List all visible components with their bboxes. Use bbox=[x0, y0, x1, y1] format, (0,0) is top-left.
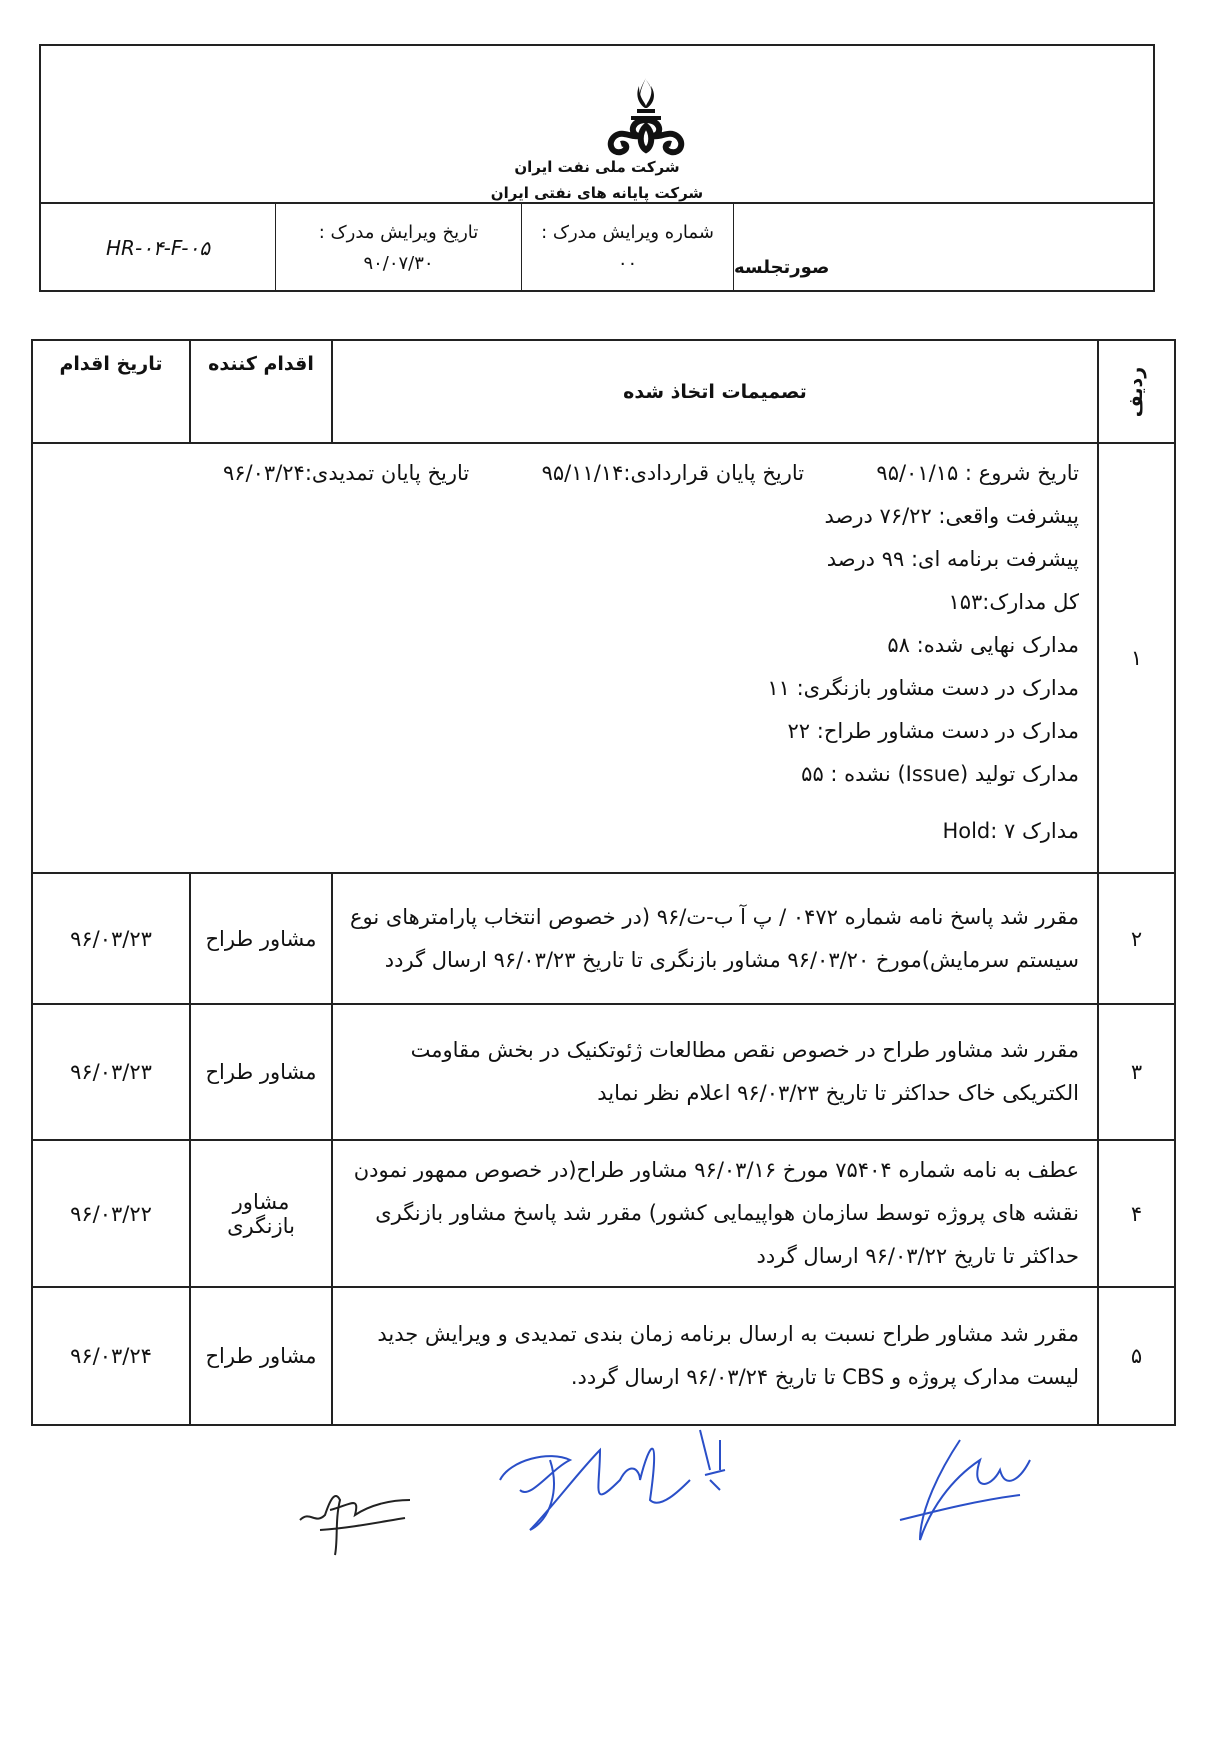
company-name-nioc: شرکت ملی نفت ایران bbox=[514, 158, 680, 176]
company-name-terminals: شرکت پایانه های نفتی ایران bbox=[490, 184, 704, 202]
docs-not-issued: مدارک تولید (Issue) نشده : ۵۵ bbox=[801, 762, 1079, 786]
revision-number-cell bbox=[521, 204, 733, 292]
actor: مشاور بازنگری bbox=[190, 1140, 332, 1287]
actor: مشاور طراح bbox=[190, 1004, 332, 1140]
form-code: HR-۰۴-F-۰۵ bbox=[106, 236, 210, 260]
total-documents: کل مدارک:۱۵۳ bbox=[948, 590, 1079, 614]
decision-text: عطف به نامه شماره ۷۵۴۰۴ مورخ ۹۶/۰۳/۱۶ مشاور طراح(در خصوص ممهور نمودن نقشه های پروژه توسط سازمان هواپیمایی کشور) مقرر شد پاسخ مشاور بازنگری حداکثر تا تاریخ ۹۶/۰۳/۲۲ ارسال گردد bbox=[332, 1140, 1098, 1287]
finalized-documents: مدارک نهایی شده: ۵۸ bbox=[887, 633, 1079, 657]
signature-right bbox=[880, 1430, 1050, 1560]
table-row bbox=[32, 1140, 1175, 1287]
docs-on-hold: مدارک Hold: ۷ bbox=[942, 819, 1079, 843]
actor: مشاور طراح bbox=[190, 1287, 332, 1425]
decision-text: مقرر شد مشاور طراح در خصوص نقص مطالعات ژئوتکنیک در بخش مقاومت الکتریکی خاک حداکثر تا تاریخ ۹۶/۰۳/۲۳ اعلام نظر نماید bbox=[332, 1004, 1098, 1140]
row-number: ۳ bbox=[1098, 1004, 1175, 1140]
signature-left bbox=[290, 1460, 430, 1560]
column-header-action-date: تاریخ اقدام bbox=[32, 340, 190, 443]
revision-number-value: ۰۰ bbox=[617, 253, 638, 274]
action-date: ۹۶/۰۳/۲۲ bbox=[32, 1140, 190, 1287]
revision-number-label: شماره ویرایش مدرک : bbox=[541, 222, 714, 243]
table-row bbox=[32, 1287, 1175, 1425]
revision-date-cell bbox=[275, 204, 521, 292]
project-dates bbox=[43, 452, 1079, 495]
document-type: صورتجلسه bbox=[733, 204, 1153, 292]
document-header bbox=[39, 44, 1155, 292]
column-header-row-number: ردیف bbox=[1098, 340, 1175, 443]
docs-with-design-consultant: مدارک در دست مشاور طراح: ۲۲ bbox=[787, 719, 1079, 743]
table-row bbox=[32, 873, 1175, 1004]
contract-end-date: تاریخ پایان قراردادی:۹۵/۱۱/۱۴ bbox=[541, 461, 805, 485]
actor: مشاور طراح bbox=[190, 873, 332, 1004]
revision-date-label: تاریخ ویرایش مدرک : bbox=[318, 222, 479, 243]
column-header-decisions: تصمیمات اتخاذ شده bbox=[332, 340, 1098, 443]
revision-date-value: ۹۰/۰۷/۳۰ bbox=[363, 253, 434, 274]
decisions-table bbox=[31, 339, 1176, 1426]
row-number: ۴ bbox=[1098, 1140, 1175, 1287]
header-info-row bbox=[41, 202, 1153, 292]
decision-text: مقرر شد پاسخ نامه شماره ۰۴۷۲ / پ آ ب-ت/۹۶ (در خصوص انتخاب پارامترهای نوع سیستم سرمایش)مورخ ۹۶/۰۳/۲۰ مشاور بازنگری تا تاریخ ۹۶/۰۳/۲۳ ارسال گردد bbox=[332, 873, 1098, 1004]
extended-end-date: تاریخ پایان تمدیدی:۹۶/۰۳/۲۴ bbox=[223, 461, 470, 485]
column-header-actor: اقدام کننده bbox=[190, 340, 332, 443]
decision-text bbox=[32, 443, 1098, 873]
action-date: ۹۶/۰۳/۲۳ bbox=[32, 873, 190, 1004]
signature-middle bbox=[490, 1410, 750, 1550]
decision-text: مقرر شد مشاور طراح نسبت به ارسال برنامه زمان بندی تمدیدی و ویرایش جدید لیست مدارک پروژه و CBS تا تاریخ ۹۶/۰۳/۲۴ ارسال گردد. bbox=[332, 1287, 1098, 1425]
row-number: ۵ bbox=[1098, 1287, 1175, 1425]
planned-progress: پیشرفت برنامه ای: ۹۹ درصد bbox=[826, 547, 1079, 571]
row-number: ۲ bbox=[1098, 873, 1175, 1004]
actual-progress: پیشرفت واقعی: ۷۶/۲۲ درصد bbox=[824, 504, 1079, 528]
nioc-logo-icon bbox=[601, 76, 691, 156]
start-date: تاریخ شروع : ۹۵/۰۱/۱۵ bbox=[876, 461, 1079, 485]
action-date: ۹۶/۰۳/۲۴ bbox=[32, 1287, 190, 1425]
row-number: ۱ bbox=[1098, 443, 1175, 873]
docs-with-review-consultant: مدارک در دست مشاور بازنگری: ۱۱ bbox=[767, 676, 1079, 700]
table-header-row bbox=[32, 340, 1175, 443]
table-row bbox=[32, 1004, 1175, 1140]
action-date: ۹۶/۰۳/۲۳ bbox=[32, 1004, 190, 1140]
table-row bbox=[32, 443, 1175, 873]
